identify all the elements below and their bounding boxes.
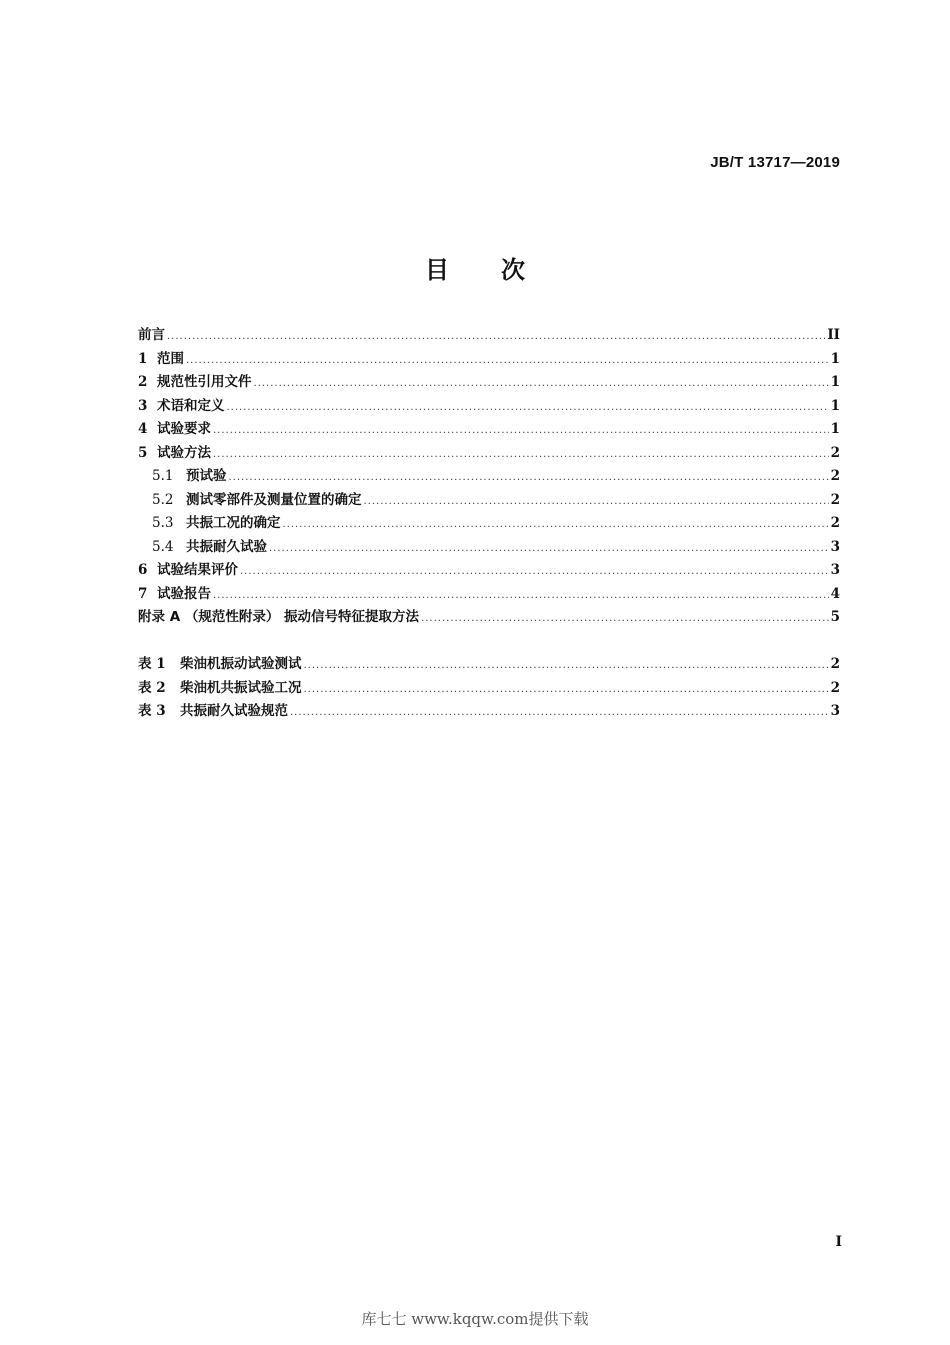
entry-label: 附录 A （规范性附录） 振动信号特征提取方法 (138, 609, 420, 625)
entry-page-number: 4 (830, 585, 840, 602)
entry-page-number: 3 (830, 562, 840, 578)
entry-label: 测试零部件及测量位置的确定 (186, 491, 362, 508)
entry-number: 3 (138, 397, 148, 414)
entry-number: 5.4 (152, 538, 174, 555)
entry-number: 表 1 (138, 656, 166, 672)
entry-page-number: 2 (830, 468, 840, 484)
entry-number: 4 (138, 421, 148, 437)
entry-label: 共振工况的确定 (186, 515, 281, 531)
dot-leader (229, 472, 829, 483)
dot-leader (240, 566, 829, 577)
entry-label: 范围 (157, 350, 184, 367)
toc-entry[interactable] (138, 488, 840, 512)
toc-entry[interactable] (138, 511, 840, 535)
entry-label: 共振耐久试验 (186, 538, 267, 555)
dot-leader (254, 378, 829, 389)
entry-page-number: 2 (830, 679, 840, 696)
entry-page-number: 5 (830, 609, 840, 625)
dot-leader (227, 402, 829, 413)
entry-number: 2 (138, 374, 148, 390)
page-title (0, 250, 950, 285)
entry-page-number: 1 (830, 421, 840, 437)
entry-number: 5.2 (152, 491, 174, 508)
entry-page-number: 1 (830, 397, 840, 414)
download-watermark: 库七七 www.kqqw.com提供下载 (361, 1310, 589, 1328)
entry-page-number: 3 (830, 703, 840, 719)
entry-label: 术语和定义 (157, 397, 225, 414)
toc-entry[interactable] (138, 370, 840, 394)
dot-leader (283, 519, 829, 530)
dot-leader (213, 425, 829, 436)
dot-leader (213, 590, 829, 601)
dot-leader (186, 355, 829, 366)
entry-label: 前言 (138, 327, 165, 343)
toc-entry[interactable] (138, 605, 840, 629)
toc-entry[interactable] (138, 323, 840, 347)
toc-entry[interactable] (138, 535, 840, 559)
entry-page-number: 1 (830, 350, 840, 367)
toc-entry[interactable] (138, 558, 840, 582)
dot-leader (364, 496, 829, 507)
entry-number: 5 (138, 444, 148, 461)
standard-number: JB/T 13717—2019 (710, 154, 840, 171)
title-char-1: 目 (425, 256, 449, 284)
entry-label: 预试验 (186, 468, 227, 484)
dot-leader (290, 707, 829, 718)
table-entry[interactable] (138, 699, 840, 723)
entry-label: 试验结果评价 (157, 562, 238, 578)
entry-number: 表 2 (138, 679, 166, 696)
entry-label: 柴油机振动试验测试 (180, 656, 302, 672)
toc-list (138, 323, 840, 629)
entry-page-number: 2 (830, 491, 840, 508)
entry-label: 试验要求 (157, 421, 211, 437)
entry-label: 试验报告 (157, 585, 211, 602)
entry-number: 1 (138, 350, 148, 367)
title-char-2: 次 (501, 256, 525, 284)
entry-number: 5.3 (152, 515, 174, 531)
dot-leader (167, 331, 825, 342)
dot-leader (304, 660, 829, 671)
dot-leader (421, 613, 829, 624)
entry-page-number: 1 (830, 374, 840, 390)
entry-label: 共振耐久试验规范 (180, 703, 288, 719)
entry-page-number: II (827, 327, 840, 343)
toc-entry[interactable] (138, 417, 840, 441)
table-entry[interactable] (138, 676, 840, 700)
dot-leader (304, 684, 829, 695)
entry-number: 5.1 (152, 468, 174, 484)
entry-page-number: 2 (830, 515, 840, 531)
entry-label: 规范性引用文件 (157, 374, 252, 390)
toc-entry[interactable] (138, 441, 840, 465)
toc-entry[interactable] (138, 582, 840, 606)
entry-page-number: 2 (830, 444, 840, 461)
table-list (138, 652, 840, 723)
entry-label: 柴油机共振试验工况 (180, 679, 302, 696)
toc-entry[interactable] (138, 347, 840, 371)
entry-page-number: 2 (830, 656, 840, 672)
entry-label: 试验方法 (157, 444, 211, 461)
toc-entry[interactable] (138, 464, 840, 488)
toc-entry[interactable] (138, 394, 840, 418)
entry-page-number: 3 (830, 538, 840, 555)
entry-number: 6 (138, 562, 148, 578)
table-entry[interactable] (138, 652, 840, 676)
entry-number: 7 (138, 585, 148, 602)
page-number: I (835, 1234, 842, 1250)
entry-number: 表 3 (138, 703, 166, 719)
dot-leader (269, 543, 829, 554)
dot-leader (213, 449, 829, 460)
